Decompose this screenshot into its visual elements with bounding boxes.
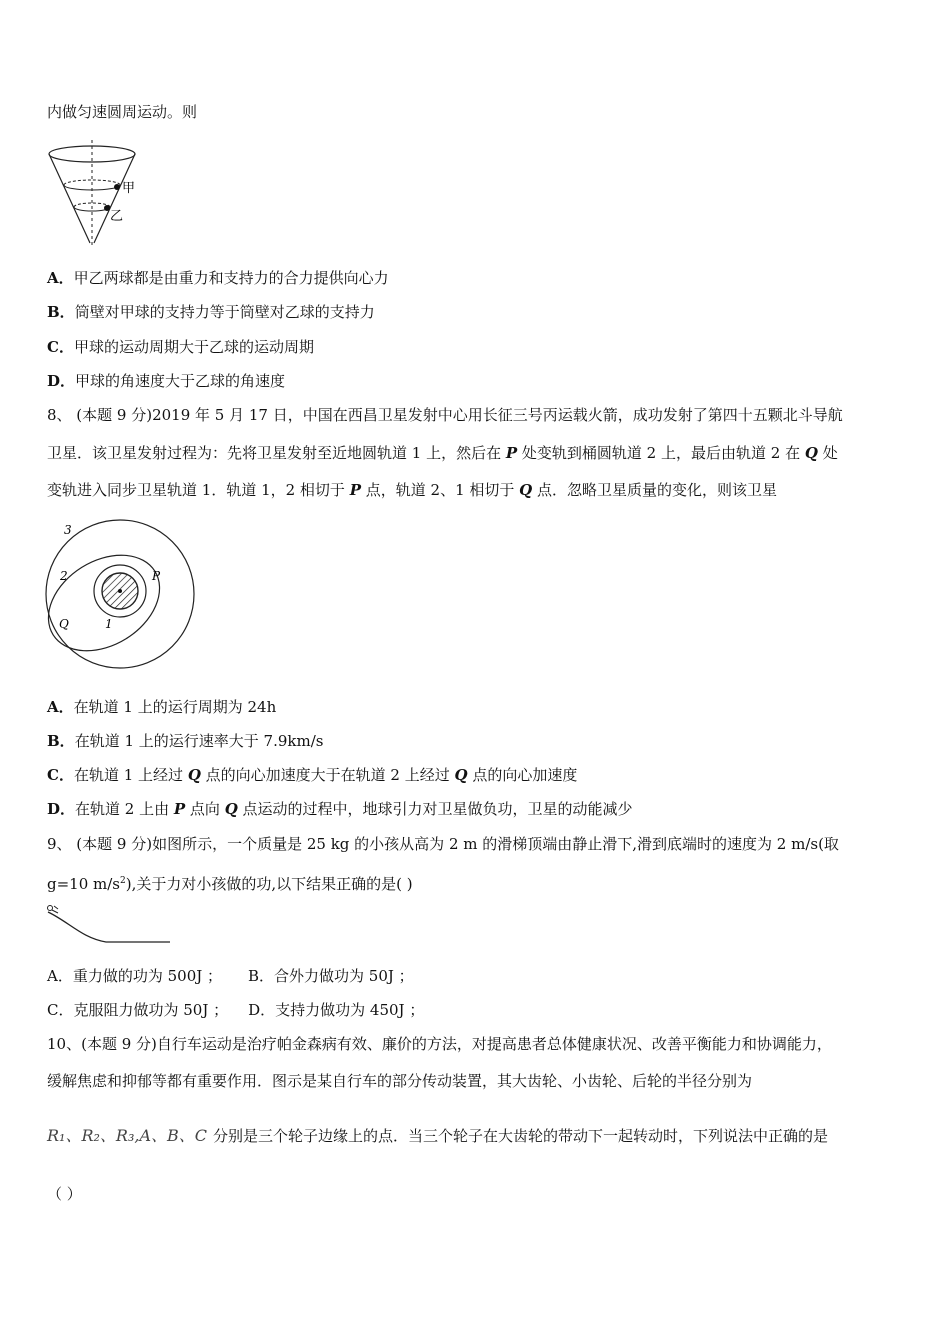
q9-option-c: C．克服阻力做功为 50J ；	[47, 1001, 229, 1019]
q10-symbols: R₁、R₂、R₃,A、B、C	[47, 1126, 208, 1145]
q10-stem-line1: 10、(本题 9 分)自行车运动是治疗帕金森病有效、廉价的方法，对提高患者总体健康状况、改善平衡能力和协调能力，	[47, 1035, 832, 1053]
q8-stem-line1: 8、 (本题 9 分)2019 年 5 月 17 日，中国在西昌卫星发射中心用长征三号丙运载火箭，成功发射了第四十五颗北斗导航	[47, 406, 843, 424]
label-orbit-3: 3	[64, 523, 72, 537]
cone-figure	[44, 140, 144, 250]
q9-options-row1	[47, 966, 414, 986]
label-yi: 乙	[110, 209, 124, 224]
label-jia: 甲	[122, 181, 136, 196]
q7-stem-tail: 内做匀速圆周运动。则	[47, 103, 198, 121]
q8-stem-line3: 变轨进入同步卫星轨道 1．轨道 1，2 相切于 P 点，轨道 2、1 相切于 Q 点．忽略卫星质量的变化，则该卫星	[47, 481, 778, 499]
q7-option-b: B．筒壁对甲球的支持力等于筒壁对乙球的支持力	[47, 303, 375, 321]
q9-stem-line2: g=10 $m/s^2$),关于力对小孩做的功,以下结果正确的是( )	[47, 875, 413, 893]
q10-answer-paren: （ ）	[47, 1185, 82, 1203]
cone-side-left	[49, 154, 90, 243]
q8-option-c: C．在轨道 1 上经过 Q 点的向心加速度大于在轨道 2 上经过 Q 点的向心加速度	[47, 766, 578, 784]
q10-stem-line2: 缓解焦虑和抑郁等都有重要作用．图示是某自行车的部分传动装置，其大齿轮、小齿轮、后轮的半径分别为	[47, 1072, 753, 1090]
orbit-figure	[42, 518, 202, 678]
ball-jia	[114, 184, 120, 190]
q8-option-d: D．在轨道 2 上由 P 点向 Q 点运动的过程中，地球引力对卫星做负功，卫星的动能减少	[47, 800, 633, 818]
label-orbit-2: 2	[60, 569, 68, 583]
q10-stem-line3: R₁、R₂、R₃,A、B、C 分别是三个轮子边缘上的点．当三个轮子在大齿轮的带动下一起转动时，下列说法中正确的是	[47, 1126, 829, 1145]
q9-option-a: A．重力做的功为 500J ；	[47, 967, 223, 985]
cone-side-right	[94, 154, 135, 243]
label-orbit-1: 1	[105, 617, 113, 631]
q9-option-d: D．支持力做功为 450J ；	[248, 1001, 425, 1019]
earth-center	[118, 589, 122, 593]
label-p: P	[152, 569, 161, 583]
child-body	[52, 906, 58, 913]
q7-option-c: C．甲球的运动周期大于乙球的运动周期	[47, 338, 314, 356]
label-q: Q	[59, 617, 69, 631]
q7-option-a: A．甲乙两球都是由重力和支持力的合力提供向心力	[47, 269, 389, 287]
q9-stem-line1: 9、 (本题 9 分)如图所示，一个质量是 25 kg 的小孩从高为 2 m 的滑梯顶端由静止滑下,滑到底端时的速度为 2 m/s(取	[47, 835, 839, 853]
q9-option-b: B．合外力做功为 50J ；	[248, 967, 414, 985]
slide-track	[48, 912, 170, 942]
q8-option-a: A．在轨道 1 上的运行周期为 24h	[47, 698, 277, 716]
q7-option-d: D．甲球的角速度大于乙球的角速度	[47, 372, 286, 390]
child-head	[48, 906, 53, 911]
q9-options-row2	[47, 1000, 424, 1020]
q8-stem-line2: 卫星．该卫星发射过程为：先将卫星发射至近地圆轨道 1 上，然后在 P 处变轨到桶圆轨道 2 上，最后由轨道 2 在 Q 处	[47, 444, 838, 462]
slide-figure	[44, 900, 174, 946]
q8-option-b: B．在轨道 1 上的运行速率大于 7.9km/s	[47, 732, 324, 750]
